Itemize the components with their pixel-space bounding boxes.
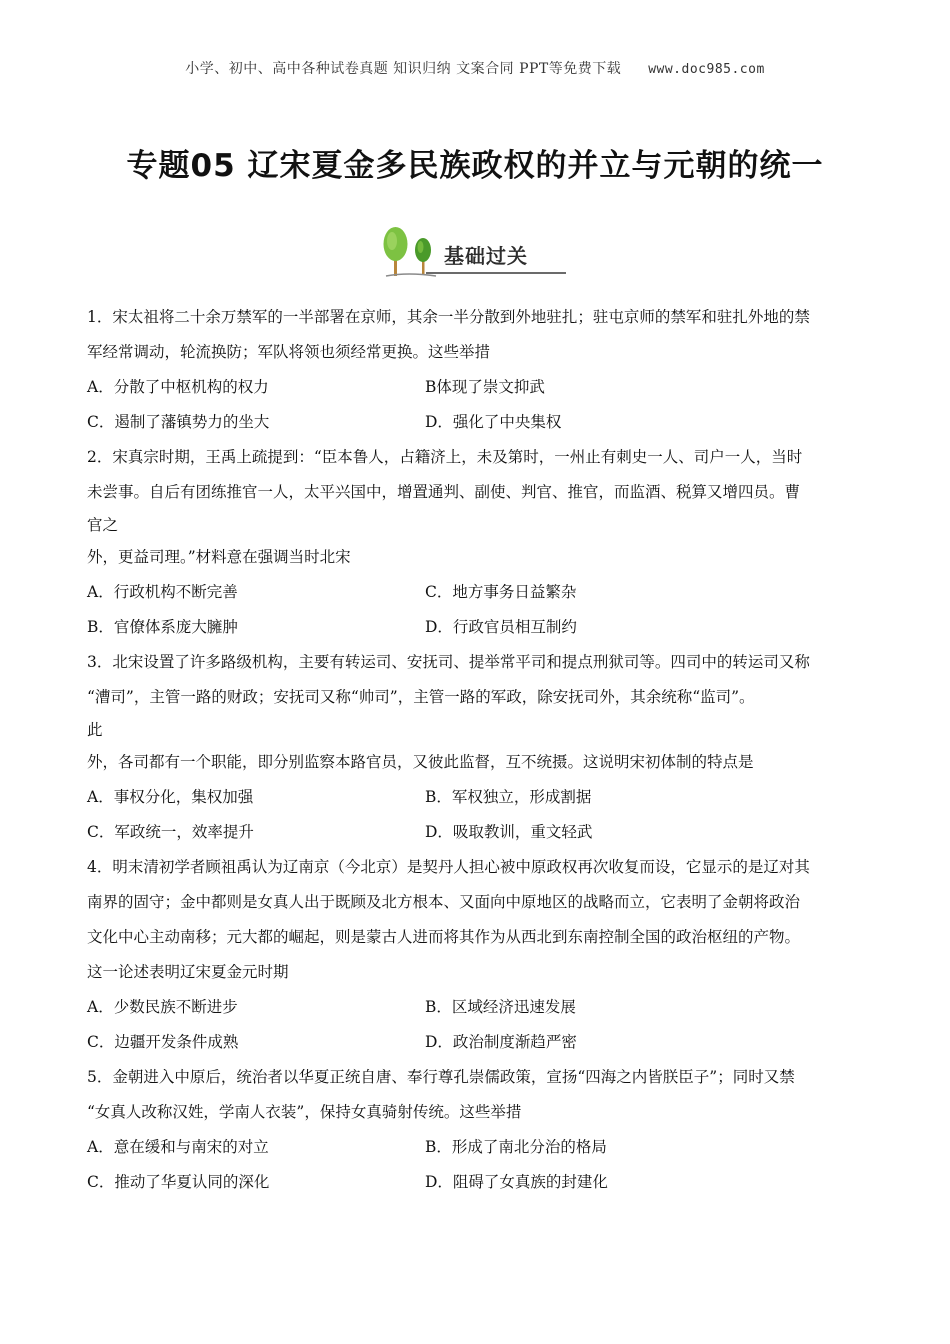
question-text-line: 这一论述表明辽宋夏金元时期 — [87, 963, 289, 981]
section-badge — [378, 226, 578, 282]
option-d: D．强化了中央集权 — [425, 413, 562, 431]
option-b: B体现了崇文抑武 — [425, 378, 545, 396]
question-text-line: 军经常调动，轮流换防；军队将领也须经常更换。这些举措 — [87, 343, 491, 361]
option-c: C．遏制了藩镇势力的坐大 — [87, 413, 270, 431]
option-row — [87, 405, 877, 440]
option-d: D．行政官员相互制约 — [425, 618, 577, 636]
page-header — [0, 58, 950, 78]
option-b: B．军权独立，形成割据 — [425, 788, 592, 806]
question-2 — [87, 440, 877, 645]
option-c: C．地方事务日益繁杂 — [425, 583, 577, 601]
question-text-line: 外，更益司理。”材料意在强调当时北宋 — [87, 548, 351, 566]
option-d: D．政治制度渐趋严密 — [425, 1033, 577, 1051]
document-title: 专题05 辽宋夏金多民族政权的并立与元朝的统一 — [126, 148, 824, 184]
option-c: C．边疆开发条件成熟 — [87, 1033, 239, 1051]
option-c: C．推动了华夏认同的深化 — [87, 1173, 270, 1191]
option-row — [87, 1025, 877, 1060]
question-text-line: 3．北宋设置了许多路级机构，主要有转运司、安抚司、提举常平司和提点刑狱司等。四司中的转运司又称 — [87, 653, 810, 671]
option-a: A．少数民族不断进步 — [87, 998, 238, 1016]
option-d: D．吸取教训，重文轻武 — [425, 823, 593, 841]
question-text-line: 1．宋太祖将二十余万禁军的一半部署在京师，其余一半分散到外地驻扎；驻屯京师的禁军和驻扎外地的禁 — [87, 308, 810, 326]
option-d: D．阻碍了女真族的封建化 — [425, 1173, 608, 1191]
option-a: A．行政机构不断完善 — [87, 583, 238, 601]
option-row — [87, 815, 877, 850]
question-text-line: 4．明末清初学者顾祖禹认为辽南京（今北京）是契丹人担心被中原政权再次收复而设，它显示的是辽对其 — [87, 858, 810, 876]
question-5 — [87, 1060, 877, 1200]
question-text-line: 未尝事。自后有团练推官一人，太平兴国中，增置通判、副使、判官、推官，而监酒、税算又增四员。曹 — [87, 483, 801, 501]
option-row — [87, 780, 877, 815]
question-text-line: 5．金朝进入中原后，统治者以华夏正统自唐、奉行尊孔崇儒政策，宣扬“四海之内皆朕臣子”；同时又禁 — [87, 1068, 795, 1086]
option-row — [87, 370, 877, 405]
question-text-line: 南界的固守；金中都则是女真人出于既顾及北方根本、又面向中原地区的战略而立，它表明了金朝将政治 — [87, 893, 801, 911]
option-a: A．分散了中枢机构的权力 — [87, 378, 269, 396]
question-list — [87, 300, 877, 1200]
option-row — [87, 610, 877, 645]
question-1 — [87, 300, 877, 440]
question-text-line: 外，各司都有一个职能，即分别监察本路官员，又彼此监督，互不统摄。这说明宋初体制的特点是 — [87, 753, 754, 771]
option-a: A．意在缓和与南宋的对立 — [87, 1138, 269, 1156]
option-row — [87, 1165, 877, 1200]
question-3 — [87, 645, 877, 850]
option-b: B．官僚体系庞大臃肿 — [87, 618, 238, 636]
option-row — [87, 575, 877, 610]
question-text-line: 文化中心主动南移；元大都的崛起，则是蒙古人进而将其作为从西北到东南控制全国的政治枢纽的产物。 — [87, 928, 801, 946]
badge-underline — [426, 272, 566, 274]
question-text-line: 2．宋真宗时期，王禹上疏提到：“臣本鲁人，占籍济上，未及第时，一州止有刺史一人、司户一人，当时 — [87, 448, 803, 466]
header-text: 小学、初中、高中各种试卷真题 知识归纳 文案合同 PPT等免费下载 — [185, 61, 622, 77]
question-text-line: 此 — [87, 721, 103, 739]
header-url: www.doc985.com — [648, 62, 765, 77]
question-4 — [87, 850, 877, 1060]
option-b: B．区域经济迅速发展 — [425, 998, 576, 1016]
question-text-line: 官之 — [87, 516, 119, 534]
option-c: C．军政统一，效率提升 — [87, 823, 254, 841]
option-row — [87, 990, 877, 1025]
option-a: A．事权分化，集权加强 — [87, 788, 254, 806]
question-text-line: “女真人改称汉姓，学南人衣装”，保持女真骑射传统。这些举措 — [87, 1103, 522, 1121]
option-b: B．形成了南北分治的格局 — [425, 1138, 607, 1156]
badge-label: 基础过关 — [444, 244, 528, 268]
option-row — [87, 1130, 877, 1165]
question-text-line: “漕司”，主管一路的财政；安抚司又称“帅司”，主管一路的军政，除安抚司外，其余统称“监司”。 — [87, 688, 755, 706]
